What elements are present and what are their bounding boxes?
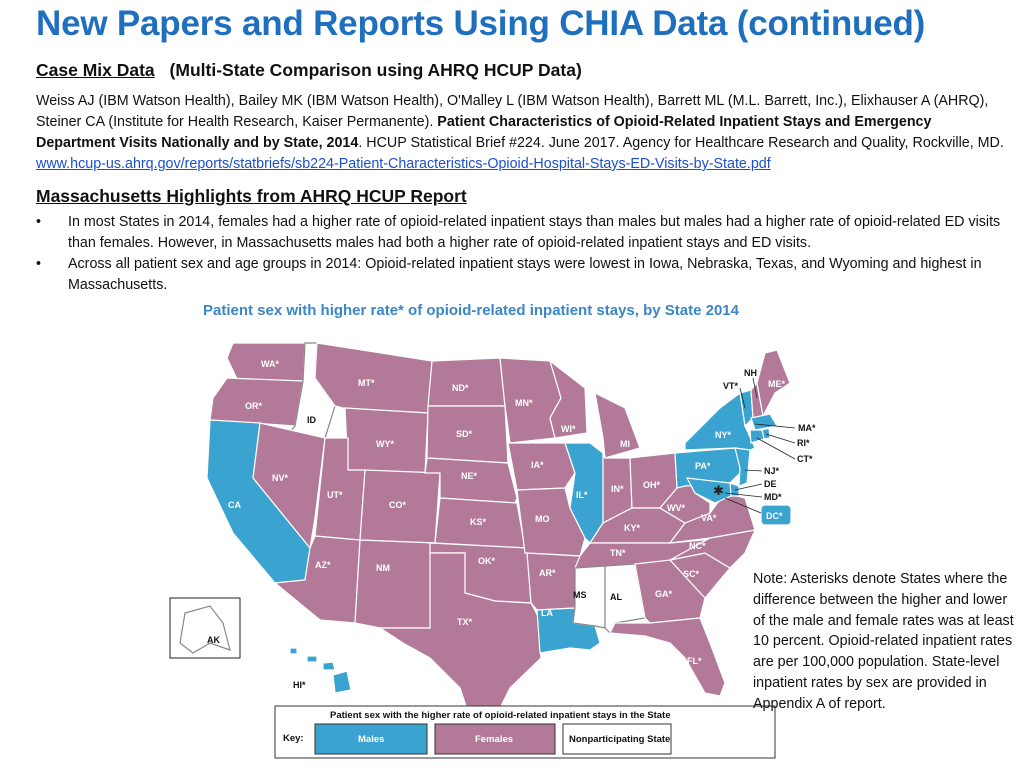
legend-label-females: Females	[475, 734, 514, 745]
label-ca: CA	[228, 500, 241, 510]
citation-link[interactable]: www.hcup-us.ahrq.gov/reports/statbriefs/sb224-Patient-Characteristics-Opioid-Hospital-Stays-ED-Visits-by-State.pdf	[36, 156, 771, 172]
label-va: VA*	[701, 513, 717, 523]
label-tn: TN*	[610, 548, 626, 558]
label-ne: NE*	[461, 471, 478, 481]
label-nh: NH	[744, 368, 757, 378]
map-note: Note: Asterisks denote States where the difference between the higher and lower of the male and female rates was at least 10 percent. Opioid-related inpatient rates are per 100,000 population. State-level inpatient rates by sex are provided in Appendix A of report.	[753, 571, 1014, 712]
label-il: IL*	[576, 490, 588, 500]
label-sd: SD*	[456, 429, 473, 439]
citation	[36, 91, 1011, 175]
label-az: AZ*	[315, 560, 331, 570]
state-ar	[527, 553, 580, 610]
label-ri: RI*	[797, 438, 810, 448]
legend-label-nonparticipating: Nonparticipating State	[569, 734, 671, 745]
dc-star-icon: ✱	[713, 484, 724, 499]
state-hi-4	[333, 671, 351, 693]
label-sc: SC*	[683, 569, 700, 579]
label-co: CO*	[389, 500, 407, 510]
state-nm	[355, 540, 435, 628]
label-or: OR*	[245, 401, 263, 411]
label-pa: PA*	[695, 461, 711, 471]
state-hi-3	[323, 662, 335, 670]
label-ny: NY*	[715, 430, 732, 440]
highlights-list	[36, 212, 1016, 296]
label-tx: TX*	[457, 617, 473, 627]
map-svg	[165, 298, 825, 763]
citation-authors: Weiss AJ (IBM Watson Health), Bailey MK (IBM Watson Health), O'Malley L (IBM Watson Health), Barrett ML (M.L. Barrett, Inc.), Elixhauser A (AHRQ), Steiner CA (Institute for Health Research, Kaiser Permanente).	[36, 93, 989, 130]
label-ms: MS	[573, 590, 587, 600]
case-mix-label: Case Mix Data	[36, 60, 155, 80]
label-ks: KS*	[470, 517, 487, 527]
ma-highlights-heading: Massachusetts Highlights from AHRQ HCUP Report	[36, 186, 467, 206]
list-item	[36, 212, 1016, 254]
label-ga: GA*	[655, 589, 673, 599]
legend-label-males: Males	[358, 734, 385, 745]
label-nv: NV*	[272, 473, 289, 483]
state-nd	[428, 358, 505, 406]
label-nd: ND*	[452, 383, 469, 393]
label-ut: UT*	[327, 490, 343, 500]
label-in: IN*	[611, 484, 624, 494]
us-state-map	[165, 298, 825, 763]
label-wi: WI*	[561, 424, 576, 434]
label-wy: WY*	[376, 439, 394, 449]
label-ma: MA*	[798, 423, 816, 433]
state-mi	[595, 393, 640, 458]
label-mo: MO	[535, 514, 550, 524]
label-fl: FL*	[687, 656, 702, 666]
label-dc: DC*	[766, 511, 783, 521]
label-me: ME*	[768, 379, 786, 389]
legend-title: Patient sex with the higher rate of opioid-related inpatient stays in the State	[330, 710, 671, 721]
label-nc: NC*	[689, 541, 706, 551]
case-mix-subheading: (Multi-State Comparison using AHRQ HCUP Data)	[169, 60, 582, 80]
list-item	[36, 254, 1016, 296]
citation-rest: . HCUP Statistical Brief #224. June 2017. Agency for Healthcare Research and Quality, Rockville, MD.	[358, 135, 1004, 151]
bullet-icon: •	[36, 256, 42, 272]
legend-key-label: Key:	[283, 733, 304, 744]
label-nj: NJ*	[764, 466, 780, 476]
label-mi: MI	[620, 439, 630, 449]
bullet-icon: •	[36, 214, 42, 230]
citation-title: Patient Characteristics of Opioid-Related Inpatient Stays and Emergency Department Visits Nationally and by State, 2014	[36, 114, 932, 151]
label-wv: WV*	[667, 503, 685, 513]
label-ok: OK*	[478, 556, 496, 566]
label-mt: MT*	[358, 378, 375, 388]
case-mix-heading	[36, 60, 582, 81]
label-ct: CT*	[797, 454, 813, 464]
label-ar: AR*	[539, 568, 556, 578]
bullet-text: Across all patient sex and age groups in 2014: Opioid-related inpatient stays were lowest in Iowa, Nebraska, Texas, and Wyoming and highest in Massachusetts.	[68, 256, 982, 293]
label-nm: NM	[376, 563, 390, 573]
label-ky: KY*	[624, 523, 641, 533]
slide-title: New Papers and Reports Using CHIA Data (continued)	[36, 4, 926, 43]
label-md: MD*	[764, 492, 782, 502]
map-title: Patient sex with higher rate* of opioid-related inpatient stays, by State 2014	[203, 302, 739, 319]
label-de: DE	[764, 479, 777, 489]
state-hi-1	[290, 648, 297, 654]
label-ak: AK	[207, 635, 220, 645]
label-al: AL	[610, 592, 622, 602]
bullet-text: In most States in 2014, females had a higher rate of opioid-related inpatient stays than males but males had a higher rate of opioid-related ED visits than females. However, in Massachusetts males had both a higher rate of opioid-related inpatient stays and ED visits.	[68, 214, 1001, 251]
label-la: LA	[541, 608, 553, 618]
state-hi-2	[307, 656, 317, 662]
label-ia: IA*	[531, 460, 544, 470]
label-hi: HI*	[293, 680, 306, 690]
label-mn: MN*	[515, 398, 533, 408]
label-wa: WA*	[261, 359, 279, 369]
state-fl	[610, 618, 725, 696]
label-vt: VT*	[723, 381, 739, 391]
label-id: ID	[307, 415, 316, 425]
label-oh: OH*	[643, 480, 661, 490]
